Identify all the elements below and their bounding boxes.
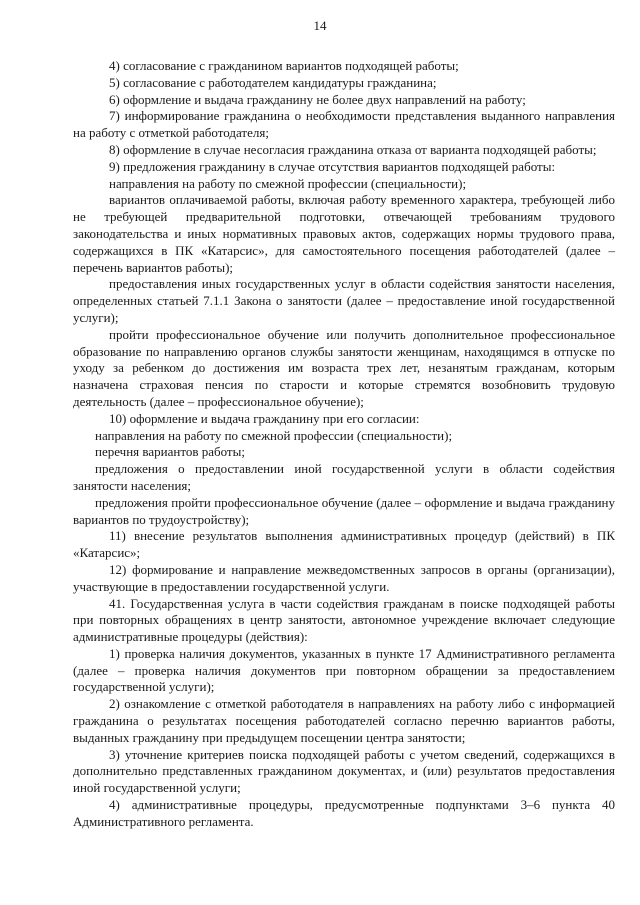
- paragraph: предоставления иных государственных услуг в области содействия занятости населения, определенных статьей 7.1.1 Закона о занятости (далее – предоставление иной государственной услуги);: [73, 276, 615, 325]
- paragraph: направления на работу по смежной профессии (специальности);: [95, 427, 453, 443]
- paragraph: 4) согласование с гражданином вариантов подходящей работы;: [109, 58, 459, 73]
- paragraph: предложения пройти профессиональное обучение (далее – оформление и выдача гражданину вариантов по трудоустройству);: [73, 494, 615, 527]
- paragraph: 7) информирование гражданина о необходимости представления выданного направления на работу с отметкой работодателя;: [73, 108, 615, 141]
- paragraph: 41. Государственная услуга в части содействия гражданам в поиске подходящей работы при повторных обращениях в центр занятости, автономное учреждение включает следующие административные процедуры (действия):: [73, 595, 615, 645]
- paragraph: пройти профессиональное обучение или получить дополнительное профессиональное образование по направлению органов службы занятости женщинам, находящимся в отпуске по уходу за ребенком до достижения им возраста трех лет, незанятым гражданам, которым назначена страховая пенсия по старости и которые стремятся возобновить трудовую деятельность (далее – профессиональное обучение);: [73, 326, 615, 409]
- document-body: [73, 58, 615, 831]
- paragraph: предложения о предоставлении иной государственной услуги в области содействия занятости населения;: [73, 461, 615, 493]
- paragraph: 5) согласование с работодателем кандидатуры гражданина;: [109, 74, 437, 90]
- paragraph: вариантов оплачиваемой работы, включая работу временного характера, требующей либо не требующей предварительной подготовки, отвечающей требованиям трудового законодательства и иных нормативных правовых актов, содержащих нормы трудового права, содержащихся в ПК «Катарсис», для самостоятельного посещения работодателей (далее – перечень вариантов работы);: [73, 192, 615, 275]
- paragraph: 11) внесение результатов выполнения административных процедур (действий) в ПК «Катарсис»;: [73, 528, 615, 561]
- paragraph: 2) ознакомление с отметкой работодателя в направлениях на работу либо с информацией гражданина о результатах посещения работодателей согласно перечню вариантов работы, выданных гражданину при предыдущем посещении центра занятости;: [73, 696, 615, 745]
- paragraph: 1) проверка наличия документов, указанных в пункте 17 Административного регламента (далее – проверка наличия документов при повторном обращении за предоставлением государственной услуги);: [73, 645, 615, 695]
- paragraph: 3) уточнение критериев поиска подходящей работы с учетом сведений, содержащихся в дополнительно представленных гражданином документах, и (или) результатов предоставления иной государственной услуги;: [73, 746, 615, 796]
- paragraph: направления на работу по смежной профессии (специальности);: [109, 175, 467, 191]
- paragraph: перечня вариантов работы;: [95, 444, 245, 460]
- paragraph: 12) формирование и направление межведомственных запросов в органы (организации), участвующие в предоставлении государственной услуги.: [73, 561, 615, 594]
- paragraph: 9) предложения гражданину в случае отсутствия вариантов подходящей работы:: [109, 158, 556, 174]
- page-number: 14: [313, 18, 327, 33]
- paragraph: 4) административные процедуры, предусмотренные подпунктами 3–6 пункта 40 Административного регламента.: [73, 797, 615, 829]
- paragraph: 10) оформление и выдача гражданину при его согласии:: [109, 410, 420, 426]
- paragraph: 6) оформление и выдача гражданину не более двух направлений на работу;: [109, 91, 526, 107]
- paragraph: 8) оформление в случае несогласия гражданина отказа от варианта подходящей работы;: [109, 141, 597, 157]
